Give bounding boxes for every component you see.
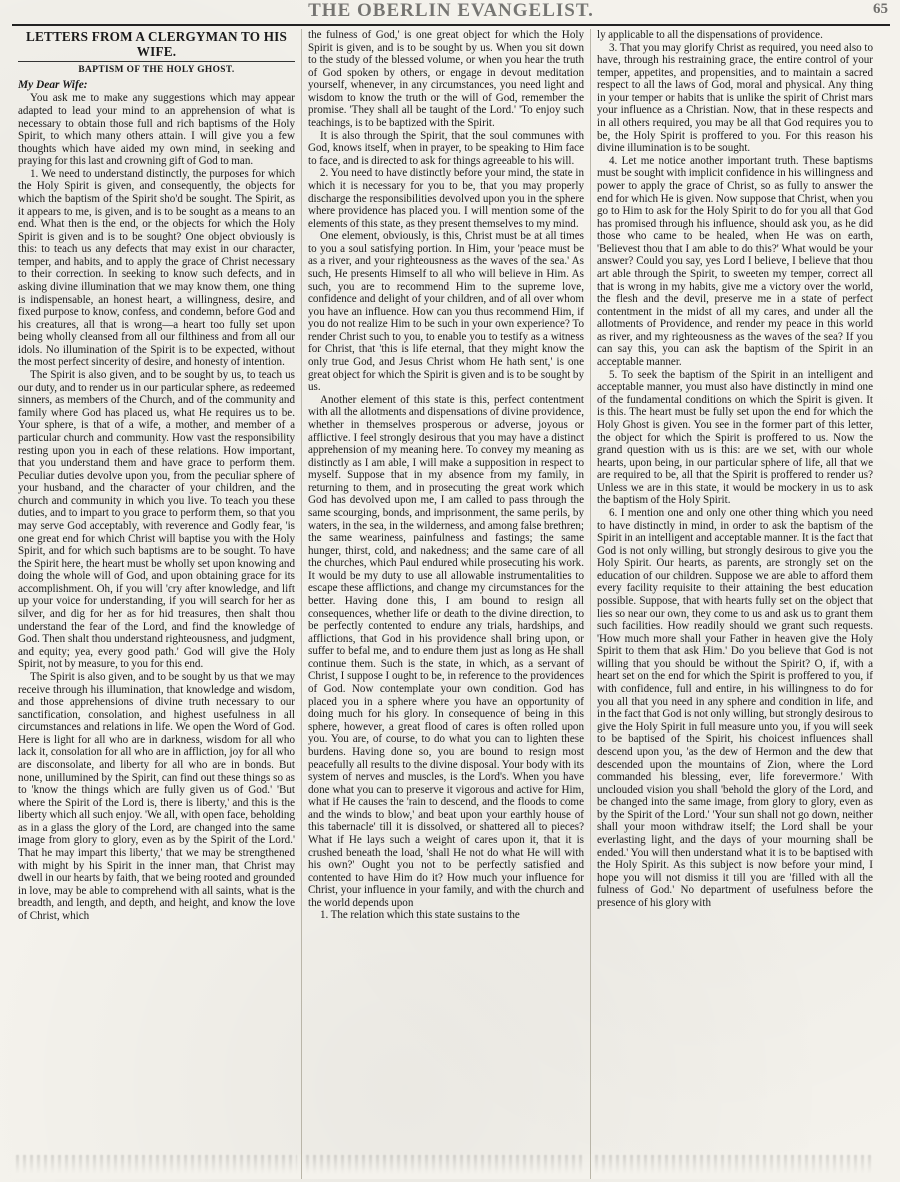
article-subhead: BAPTISM OF THE HOLY GHOST.	[78, 65, 235, 76]
paragraph: ly applicable to all the dispensations of providence.	[597, 29, 823, 41]
paragraph: Another element of this state is this, perfect contentment with all the allotments and dispensations of divine providence, whether in themselves prosperous or adverse, joyous or afflictive. I feel strongly desirous that you may have a distinct apprehension of my meaning here. To convey my meaning as distinctly as I am able, I will make a supposition in respect to myself. Suppose that in my absence from my family, in returning to them, and in prosecuting the great work which God has devolved upon me, I am called to pass through the same scourging, bonds, and imprisonment, the same perils, by waters, in the sea, in the wilderness, and among false brethren; the same weariness, painfulness and fastings; the same hunger, thirst, cold, and nakedness; and the same care of all the churches, which Paul endured while prosecuting his work. It would be my duty to use all allowable instrumentalities to escape these afflictions, and change my circumstances for the better. Having done this, I am bound to resign all consequences, whether life or death to the divine direction, to be perfectly contented to endure any trials, hardships, and afflictions, that God in his providence shall bring upon, or suffer to befal me, and to endure them just as long as He shall continue them. Such is the state, in which, as a servant of Christ, I suppose I ought to be, in reference to the providences of God. Now contemplate your own condition. God has placed you in a sphere where you have an opportunity of doing much for his glory. In consequence of being in this sphere, however, a great flood of cares is often rolled upon you. You are, of course, to do what you can to lighten these burdens. Having done so, you are bound to resign most peacefully all results to the divine disposal. Your body with its system of nerves and muscles, is the Lord's. When you have done what you can to preserve it vigorous and active for Him, what if He causes the 'rain to descend, and the floods to come and the winds to blow,' and beat upon your earthly house of this tabernacle' till it is dissolved, or shattered all to pieces? What if He lays such a weight of cares upon it, that it is crushed beneath the load, 'shall He not do what He will with his own?' Ought you not to be perfectly satisfied and contented to have Him do it? How much your influence for Christ, your influence in your family, and with the church and the world depends upon	[308, 393, 584, 909]
column-2	[301, 29, 590, 1179]
paragraph: 3. That you may glorify Christ as required, you need also to have, through his restraining grace, the entire control of your temper, appetites, and propensities, and to maintain a sacred respect to all the laws of God, moral and physical. Any thing in your temper or habits that is unlike the spirit of Christ mars your influence as a Christian. Now, that in these respects and in all others required, you may be all that God requires you to be, the Holy Spirit is proffered to you. For this reason his divine illumination is to be sought.	[597, 41, 873, 155]
paragraph: 1. We need to understand distinctly, the purposes for which the Holy Spirit is given, and consequently, the objects for which the baptism of the Spirit sho'd be sought. The Spirit, as it appears to me, is given, and is to be sought as a means to an end. What then is the end, or the objects for which the Holy Spirit is given and is to be sought? One object obviously is this: to teach us any defects that may exist in our character, temper, and habits, and to apply the grace of Christ necessary to their correction. In seeking to know such defects, and in asking divine illumination that we may know them, one thing is indispensable, an honest heart, a willingness, desire, and fixed purpose to know, confess, and condemn, before God and his creatures, all that is wrong—a heart too fully set upon being wholly cleansed from all our filthiness and from all our idols. No illumination of the Spirit is to be expected, without the most perfect sincerity of desire, and honesty of intention.	[18, 167, 295, 369]
column-3	[590, 29, 879, 1179]
article-headline: LETTERS FROM A CLERGYMAN TO HIS WIFE.	[18, 29, 295, 62]
masthead	[12, 0, 890, 26]
paragraph: the fulness of God,' is one great object for which the Holy Spirit is given, and is to be sought by us. When you sit down to the study of the blessed volume, or when you hear the truth of God spoken by others, or engage in devout meditation yourself, whenever, in any circumstances, you need light and wisdom to know the truth or the will of God, remember the promise. 'They shall all be taught of the Lord.' 'To enjoy such teachings, is to be baptized with the Spirit.	[308, 29, 584, 130]
paragraph: 4. Let me notice another important truth. These baptisms must be sought with implicit confidence in his willingness and power to apply the grace of Christ, so as fully to answer the end for which He is given. Now suppose that Christ, when you go to Him to ask for the Holy Spirit to do for you all that God has promised through his influence, should ask you, as he did those who came to be healed, when He was on earth, 'Believest thou that I am able to do this?' What would be your answer? Could you say, yes Lord I believe, I believe that thou art able through the Spirit, to sweeten my temper, correct all that is wrong in my habits, give me a victory over the world, the flesh and the devil, preserve me in a state of perfect contentment in the midst of all my cares, and under all the allotments of Providence, and render my peace in this world as river, and my righteousness as the waves of the sea? If you can say this, you can ask the baptism of the Spirit in an acceptable manner.	[597, 154, 873, 369]
article-salutation: My Dear Wife:	[18, 79, 88, 92]
masthead-title: THE OBERLIN EVANGELIST.	[308, 0, 594, 21]
paragraph: 2. You need to have distinctly before your mind, the state in which it is necessary for you to be, that you may properly discharge the responsibilities devolved upon you in the sphere where providence has placed you. I will mention some of the elements of this state, as they present themselves to my mind.	[308, 167, 584, 230]
paragraph: 5. To seek the baptism of the Spirit in an intelligent and acceptable manner, you must also have distinctly in mind one of the fundamental conditions on which the Spirit is given. It is this. The heart must be fully set upon the end for which the Holy Ghost is given. You see in the former part of this letter, the object for which the Spirit is proffered to us. Now the grand question with us is this: are we set, with our whole hearts, upon being, in our particular sphere of life, all that we are required to be, all that the Spirit is proffered to render us? Unless we are in this state, it would be mockery in us to ask the baptism of the Holy Spirit.	[597, 368, 873, 507]
paragraph: The Spirit is also given, and to be sought by us that we may receive through his illumination, that knowledge and wisdom, and those apprehensions of divine truth necessary to our sanctification, consolation, and highest usefulness in all circumstances and relations in life. We open the Word of God. Here is light for all who are in darkness, wisdom for all who lack it, consolation for all who are in affliction, joy for all who are disconsolate, and liberty for all who are in bonds. But none, unillumined by the Spirit, can find out these things so as to 'know the things which are fully given us of God.' 'But where the Spirit of the Lord is, there is liberty,' and this is the liberty which all such enjoy. 'We all, with open face, beholding as in a glass the glory of the Lord, are changed into the same image from glory to glory, even as by the Spirit of the Lord.' That he may impart this liberty,' that we may be strengthened with might by his Spirit in the inner man, that Christ may dwell in our hearts by faith, that we being rooted and grounded in love, may be able to comprehend with all saints, what is the breadth, and length, and depth, and height, and know the love of Christ, which	[18, 670, 295, 922]
page-number: 65	[873, 1, 888, 17]
paragraph: 1. The relation which this state sustains to the	[320, 909, 520, 922]
column-1	[12, 29, 301, 1179]
paragraph: The Spirit is also given, and to be sought by us, to teach us our duty, and to render us in our particular sphere, as redeemed sinners, as members of the Church, and of the community and family where God has placed us, what He requires us to be. Your sphere, is that of a wife, a mother, and member of a particular church and community. How vast the responsibility resting upon you in each of these relations. How important, that you understand them and have grace to perform them. Peculiar duties devolve upon you, from the peculiar sphere of your husband, and the character of your children, and the church and community in which you live. To teach you these duties, and to impart to you grace to perform them, so that you may serve God acceptably, with reverence and Godly fear, 'is one great end for which Christ will baptise you with the Holy Spirit, and for which such baptisms are to be sought. To have the Spirit here, the heart must be wholly set upon knowing and doing the whole will of God, and upon obtaining grace for its accomplishment. Oh, if you will 'cry after knowledge, and lift up your voice for understanding, if you will search for her as silver, and dig for her as for hid treasures, then shalt thou understand the fear of the Lord, and find the knowledge of God. Then shalt thou understand righteousness, and judgment, and equity; yea, every good path.' God will give the Holy Spirit, not by measure, to you for this end.	[18, 369, 295, 671]
paragraph: It is also through the Spirit, that the soul communes with God, knows itself, when in prayer, to be speaking to Him face to face, and is directed to ask for things agreeable to his will.	[308, 129, 584, 167]
paragraph: You ask me to make any suggestions which may appear adapted to lead your mind to an apprehension of what is necessary to obtain those full and rich baptisms of the Holy Spirit, to which many others attain. I will give you a few thoughts which have aided my own mind, in seeking and praying for this last and crowning gift of God to man.	[18, 92, 295, 168]
paragraph: One element, obviously, is this, Christ must be at all times to you a soul satisfying portion. In Him, your 'peace must be as a river, and your righteousness as the waves of the sea.' As such, He presents Himself to all who will believe in Him. As such, you are to recommend Him to the supreme love, confidence and delight of your children, and of all over whom you have an influence. How can you thus recommend Him, if you do not realize Him to be such in your own experience? To render Christ such to you, to enable you to testify as a witness for Christ, that 'this is life eternal, that they might know the only true God, and Jesus Christ whom He hath sent,' is one great object for which the Spirit is given and is to be sought by us.	[308, 230, 584, 394]
article-columns	[12, 29, 890, 1179]
paragraph: 6. I mention one and only one other thing which you need to have distinctly in mind, in order to ask the baptism of the Spirit in an intelligent and acceptable manner. It is the fact that God is not only willing, but strongly desirous to give you the Holy Spirit. Our hearts, as parents, are strongly set on the education of our children. Suppose we are able to afford them every facility requisite to their attaining the best education possible. Suppose, that with hearts fully set on the object that lies so near our own, they come to us and ask us to grant them such facilities. How readily should we grant such requests. 'How much more shall your Father in heaven give the Holy Spirit to them that ask Him.' Do you believe that God is not willing that you should be without the Spirit? O, if, with a heart set on the end for which the Spirit is proffered to you, if with confidence, full and entire, in his willingness to do for you all that you need in any sphere and condition in life, and in the fact that God is not only willing, but strongly desirous to give the Holy Spirit in full measure unto you, if you will seek to be baptised of the Spirit, his choicest influences shall descend upon you, 'as the dew of Hermon and the dew that descended upon the mountains of Zion, where the Lord commanded his blessing, ever, life forevermore.' With unclouded vision you shall 'behold the glory of the Lord, and be changed into the same image, from glory to glory, even as by the Spirit of the Lord.' 'Your sun shall not go down, neither shall your moon withdraw itself; the Lord shall be your everlasting light, and the days of your mourning shall be ended.' You will then understand what it is to be baptised with the Holy Spirit. As this subject is now before your mind, I hope you will not dismiss it till you are 'filled with all the fulness of God.' No department of usefulness before the presence of his glory with	[597, 506, 873, 909]
